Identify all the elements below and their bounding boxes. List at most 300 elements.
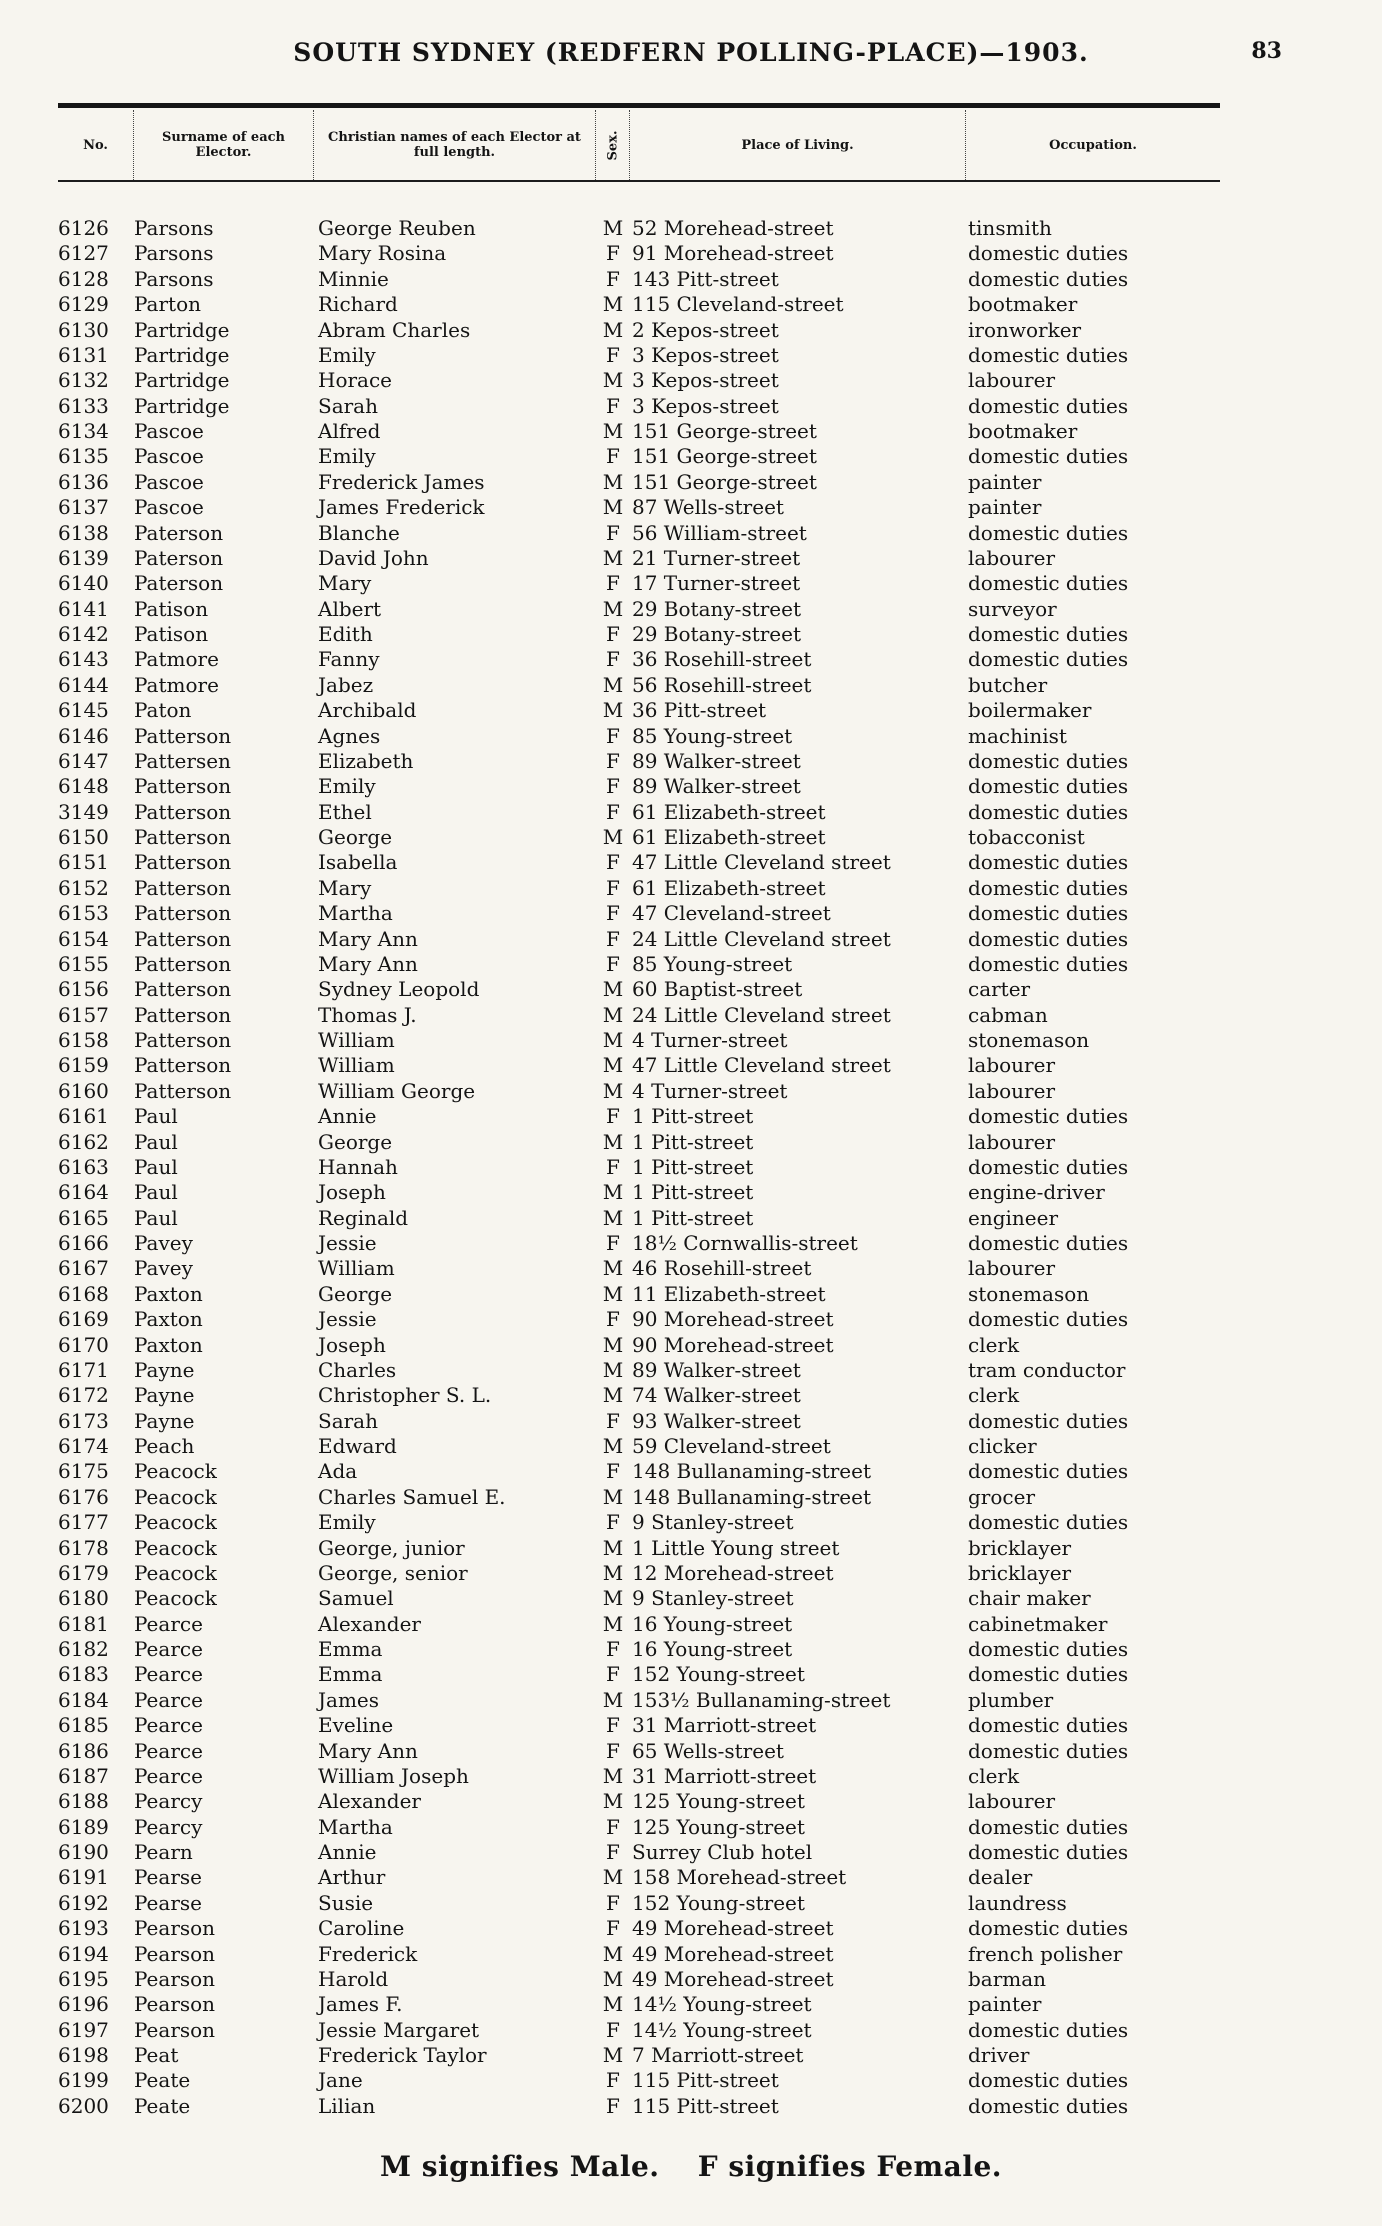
elector-number: 6170 [58,1332,109,1357]
elector-sex: M [602,1586,624,1611]
elector-surname: Paxton [134,1332,203,1357]
elector-place: 29 Botany-street [632,622,802,646]
elector-number: 6146 [58,723,109,748]
elector-row [0,1333,1382,1358]
elector-list [0,216,1382,2119]
elector-place: 16 Young-street [632,1637,793,1661]
elector-surname: Pearcy [134,1789,203,1814]
elector-number: 6166 [58,1231,109,1255]
elector-christian-names: Sarah [318,393,378,418]
elector-place: 36 Rosehill-street [632,647,812,672]
elector-sex: F [606,1459,620,1484]
elector-christian-names: Frederick James [318,469,485,494]
elector-place: 47 Little Cleveland street [632,1053,891,1078]
elector-place: 29 Botany-street [632,596,802,621]
elector-number: 6190 [58,1840,109,1864]
elector-christian-names: David John [318,545,429,570]
elector-occupation: domestic duties [968,1408,1129,1433]
elector-place: 24 Little Cleveland street [632,1002,891,1027]
elector-place: 60 Baptist-street [632,977,803,1002]
elector-surname: Paton [134,698,192,723]
elector-occupation: tobacconist [968,825,1085,849]
elector-surname: Peacock [134,1560,217,1585]
elector-occupation: plumber [968,1687,1054,1712]
elector-sex: M [602,1434,624,1458]
elector-number: 6186 [58,1738,109,1763]
elector-place: 1 Pitt-street [632,1104,754,1129]
elector-surname: Patterson [134,774,232,799]
elector-number: 6152 [58,875,109,900]
elector-surname: Pavey [134,1231,193,1255]
col-header-no: No. [58,110,134,180]
elector-place: 125 Young-street [632,1814,805,1839]
elector-christian-names: Sydney Leopold [318,977,480,1002]
elector-number: 6180 [58,1586,109,1611]
elector-occupation: domestic duties [968,2068,1129,2093]
elector-surname: Pearce [134,1611,203,1636]
elector-sex: M [602,1992,624,2017]
footer-legend [0,2150,1382,2183]
elector-place: 87 Wells-street [632,495,784,520]
elector-place: 14½ Young-street [632,2017,812,2042]
elector-place: 3 Kepos-street [632,368,779,393]
elector-christian-names: Edith [318,622,373,646]
elector-sex: F [606,342,620,367]
elector-sex: M [602,1941,624,1966]
elector-row [0,1180,1382,1205]
elector-row [0,952,1382,977]
elector-occupation: stonemason [968,1028,1090,1052]
elector-surname: Paul [134,1129,178,1154]
elector-place: 115 Cleveland-street [632,292,844,317]
elector-occupation: bricklayer [968,1560,1072,1585]
elector-sex: M [602,1357,624,1382]
elector-occupation: surveyor [968,596,1057,621]
elector-surname: Pavey [134,1256,193,1281]
elector-number: 6162 [58,1129,109,1154]
elector-row [0,444,1382,469]
elector-number: 6148 [58,774,109,799]
elector-number: 6163 [58,1154,109,1179]
elector-surname: Pearse [134,1865,202,1890]
elector-place: 9 Stanley-street [632,1586,794,1611]
elector-sex: F [606,571,620,596]
elector-surname: Patterson [134,926,232,951]
elector-surname: Pearson [134,1941,216,1966]
elector-occupation: clerk [968,1332,1020,1357]
elector-occupation: domestic duties [968,571,1129,596]
elector-place: 1 Pitt-street [632,1154,754,1179]
elector-occupation: tram conductor [968,1357,1126,1382]
elector-number: 6182 [58,1637,109,1661]
elector-number: 6133 [58,393,109,418]
elector-christian-names: Eveline [318,1713,394,1738]
elector-surname: Pearce [134,1637,203,1661]
elector-row [0,927,1382,952]
elector-surname: Parsons [134,241,214,266]
elector-christian-names: Jane [318,2068,363,2093]
elector-christian-names: Harold [318,1966,389,1991]
elector-surname: Partridge [134,317,230,342]
elector-row [0,2018,1382,2043]
elector-surname: Payne [134,1408,195,1433]
elector-row [0,1942,1382,1967]
elector-surname: Peate [134,2068,191,2093]
elector-occupation: painter [968,1992,1042,2017]
elector-place: 18½ Cornwallis-street [632,1231,858,1255]
elector-occupation: labourer [968,1789,1056,1814]
elector-surname: Pearcy [134,1814,203,1839]
elector-place: 1 Pitt-street [632,1129,754,1154]
col-header-sex-label: Sex. [605,130,620,160]
elector-place: 31 Marriott-street [632,1713,817,1738]
elector-occupation: labourer [968,1053,1056,1078]
column-headers [58,110,1220,182]
elector-row [0,1053,1382,1078]
elector-sex: M [602,1002,624,1027]
elector-row [0,1434,1382,1459]
elector-christian-names: Joseph [318,1180,386,1205]
elector-christian-names: Charles Samuel E. [318,1484,506,1509]
elector-christian-names: Emily [318,342,376,367]
elector-occupation: domestic duties [968,342,1129,367]
elector-number: 6144 [58,672,109,697]
elector-christian-names: Ethel [318,799,372,824]
elector-number: 6130 [58,317,109,342]
elector-number: 6135 [58,444,109,469]
elector-occupation: labourer [968,1129,1056,1154]
elector-occupation: barman [968,1966,1047,1991]
elector-sex: F [606,393,620,418]
elector-occupation: domestic duties [968,1916,1129,1941]
elector-occupation: laundress [968,1890,1067,1915]
elector-number: 3149 [58,799,109,824]
elector-christian-names: Sarah [318,1408,378,1433]
elector-occupation: bricklayer [968,1535,1072,1560]
elector-sex: F [606,2017,620,2042]
elector-christian-names: Isabella [318,850,398,875]
elector-sex: F [606,622,620,646]
elector-occupation: domestic duties [968,850,1129,875]
elector-surname: Paterson [134,545,224,570]
elector-row [0,2043,1382,2068]
elector-surname: Paul [134,1154,178,1179]
elector-row [0,1688,1382,1713]
elector-occupation: domestic duties [968,444,1129,469]
elector-place: 125 Young-street [632,1789,805,1814]
elector-surname: Patison [134,596,209,621]
elector-place: 153½ Bullanaming-street [632,1687,891,1712]
elector-number: 6142 [58,622,109,646]
elector-row [0,850,1382,875]
elector-place: 148 Bullanaming-street [632,1459,872,1484]
elector-occupation: domestic duties [968,1814,1129,1839]
col-header-sex [596,110,630,180]
elector-sex: M [602,368,624,393]
elector-number: 6171 [58,1357,109,1382]
elector-number: 6185 [58,1713,109,1738]
elector-occupation: domestic duties [968,1840,1129,1864]
elector-number: 6129 [58,292,109,317]
elector-row [0,1256,1382,1281]
elector-occupation: domestic duties [968,241,1129,266]
elector-row [0,1307,1382,1332]
elector-number: 6165 [58,1205,109,1230]
elector-sex: M [602,419,624,443]
elector-christian-names: Charles [318,1357,397,1382]
elector-number: 6147 [58,748,109,773]
elector-place: 61 Elizabeth-street [632,875,826,900]
elector-occupation: domestic duties [968,748,1129,773]
elector-row [0,1206,1382,1231]
elector-christian-names: Abram Charles [318,317,471,342]
elector-row [0,343,1382,368]
elector-number: 6197 [58,2017,109,2042]
elector-sex: M [602,2043,624,2067]
elector-sex: F [606,1510,620,1535]
elector-place: 151 George-street [632,419,817,443]
elector-number: 6174 [58,1434,109,1458]
elector-row [0,1383,1382,1408]
elector-occupation: labourer [968,545,1056,570]
elector-sex: F [606,444,620,469]
elector-surname: Parsons [134,266,214,291]
elector-place: 89 Walker-street [632,748,801,773]
elector-row [0,1992,1382,2017]
elector-occupation: domestic duties [968,1307,1129,1332]
elector-place: 3 Kepos-street [632,342,779,367]
elector-row [0,1612,1382,1637]
elector-occupation: clicker [968,1434,1037,1458]
elector-row [0,977,1382,1002]
elector-number: 6155 [58,951,109,976]
elector-place: 93 Walker-street [632,1408,801,1433]
elector-sex: M [602,1789,624,1814]
elector-sex: F [606,1738,620,1763]
elector-sex: M [602,1966,624,1991]
elector-occupation: clerk [968,1383,1020,1408]
elector-christian-names: Martha [318,901,393,926]
elector-number: 6198 [58,2043,109,2067]
elector-place: 89 Walker-street [632,774,801,799]
elector-sex: M [602,1865,624,1890]
elector-christian-names: Mary Ann [318,1738,418,1763]
elector-number: 6195 [58,1966,109,1991]
elector-sex: M [602,1281,624,1306]
elector-sex: M [602,1383,624,1408]
elector-surname: Patison [134,622,209,646]
elector-surname: Patterson [134,799,232,824]
elector-number: 6167 [58,1256,109,1281]
elector-row [0,368,1382,393]
elector-christian-names: William [318,1053,395,1078]
legend-female: F signifies Female. [697,2150,1003,2183]
elector-christian-names: Agnes [318,723,381,748]
elector-sex: F [606,1408,620,1433]
elector-occupation: domestic duties [968,926,1129,951]
elector-christian-names: Alexander [318,1611,421,1636]
elector-sex: F [606,1307,620,1332]
elector-christian-names: Frederick [318,1941,418,1966]
elector-occupation: domestic duties [968,1231,1129,1255]
elector-place: 74 Walker-street [632,1383,801,1408]
elector-sex: F [606,1814,620,1839]
col-header-occupation: Occupation. [1049,137,1137,153]
elector-christian-names: Joseph [318,1332,386,1357]
elector-place: 89 Walker-street [632,1357,801,1382]
elector-row [0,876,1382,901]
elector-occupation: cabinetmaker [968,1611,1108,1636]
elector-surname: Pascoe [134,469,204,494]
elector-sex: F [606,901,620,926]
elector-surname: Patterson [134,875,232,900]
elector-row [0,1561,1382,1586]
elector-occupation: domestic duties [968,520,1129,545]
elector-sex: M [602,1763,624,1788]
elector-row [0,495,1382,520]
elector-sex: F [606,1890,620,1915]
elector-number: 6150 [58,825,109,849]
elector-sex: M [602,1180,624,1205]
elector-number: 6173 [58,1408,109,1433]
elector-row [0,241,1382,266]
elector-place: 17 Turner-street [632,571,801,596]
elector-number: 6168 [58,1281,109,1306]
elector-occupation: domestic duties [968,774,1129,799]
elector-sex: M [602,317,624,342]
elector-surname: Pearce [134,1763,203,1788]
elector-christian-names: Hannah [318,1154,398,1179]
elector-sex: F [606,1154,620,1179]
elector-surname: Peacock [134,1510,217,1535]
elector-christian-names: Jessie [318,1307,377,1332]
elector-occupation: painter [968,469,1042,494]
elector-christian-names: Alfred [318,419,381,443]
elector-occupation: domestic duties [968,1738,1129,1763]
elector-number: 6158 [58,1028,109,1052]
elector-christian-names: Thomas J. [318,1002,417,1027]
elector-place: 47 Cleveland-street [632,901,831,926]
elector-sex: F [606,799,620,824]
elector-number: 6128 [58,266,109,291]
elector-christian-names: Edward [318,1434,397,1458]
elector-occupation: carter [968,977,1031,1002]
elector-christian-names: Arthur [318,1865,386,1890]
elector-surname: Peate [134,2093,191,2118]
elector-surname: Patterson [134,901,232,926]
elector-number: 6138 [58,520,109,545]
elector-sex: M [602,1028,624,1052]
elector-surname: Peacock [134,1535,217,1560]
elector-place: 151 George-street [632,469,817,494]
elector-surname: Parton [134,292,202,317]
elector-occupation: bootmaker [968,419,1078,443]
elector-number: 6160 [58,1078,109,1103]
elector-occupation: engineer [968,1205,1059,1230]
elector-surname: Patterson [134,1002,232,1027]
col-header-place: Place of Living. [630,110,966,180]
elector-sex: M [602,1053,624,1078]
elector-row [0,1155,1382,1180]
elector-occupation: butcher [968,672,1048,697]
elector-christian-names: James Frederick [318,495,485,520]
elector-place: 21 Turner-street [632,545,801,570]
elector-place: 31 Marriott-street [632,1763,817,1788]
elector-christian-names: James F. [318,1992,403,2017]
elector-sex: M [602,977,624,1002]
elector-surname: Pearce [134,1662,203,1687]
elector-surname: Pearson [134,1916,216,1941]
elector-christian-names: Mary Ann [318,926,418,951]
elector-surname: Patmore [134,647,219,672]
elector-surname: Partridge [134,342,230,367]
elector-christian-names: Caroline [318,1916,405,1941]
elector-row [0,292,1382,317]
elector-row [0,1079,1382,1104]
elector-sex: F [606,1231,620,1255]
elector-row [0,1104,1382,1129]
elector-row [0,1028,1382,1053]
elector-christian-names: Emily [318,444,376,469]
elector-occupation: machinist [968,723,1067,748]
elector-surname: Payne [134,1383,195,1408]
elector-christian-names: James [318,1687,380,1712]
elector-occupation: painter [968,495,1042,520]
elector-surname: Patterson [134,951,232,976]
elector-surname: Pearson [134,2017,216,2042]
elector-number: 6172 [58,1383,109,1408]
elector-place: 24 Little Cleveland street [632,926,891,951]
elector-place: 52 Morehead-street [632,216,834,240]
elector-surname: Patterson [134,1053,232,1078]
elector-occupation: labourer [968,368,1056,393]
elector-sex: F [606,266,620,291]
elector-place: 1 Pitt-street [632,1180,754,1205]
elector-row [0,673,1382,698]
elector-number: 6175 [58,1459,109,1484]
elector-sex: M [602,1687,624,1712]
elector-place: 4 Turner-street [632,1028,788,1052]
elector-sex: M [602,1205,624,1230]
elector-sex: F [606,748,620,773]
elector-occupation: domestic duties [968,266,1129,291]
elector-number: 6181 [58,1611,109,1636]
elector-sex: M [602,1256,624,1281]
elector-surname: Pascoe [134,495,204,520]
elector-christian-names: Reginald [318,1205,409,1230]
elector-number: 6137 [58,495,109,520]
elector-number: 6179 [58,1560,109,1585]
elector-christian-names: Martha [318,1814,393,1839]
elector-row [0,1840,1382,1865]
elector-surname: Pearson [134,1992,216,2017]
elector-sex: F [606,951,620,976]
elector-christian-names: Alexander [318,1789,421,1814]
elector-place: 4 Turner-street [632,1078,788,1103]
elector-place: 56 Rosehill-street [632,672,812,697]
elector-row [0,470,1382,495]
elector-row [0,394,1382,419]
elector-number: 6159 [58,1053,109,1078]
elector-christian-names: Minnie [318,266,389,291]
elector-sex: F [606,850,620,875]
elector-christian-names: Lilian [318,2093,376,2118]
elector-occupation: cabman [968,1002,1048,1027]
elector-row [0,825,1382,850]
elector-number: 6143 [58,647,109,672]
elector-place: 90 Morehead-street [632,1307,834,1332]
elector-number: 6193 [58,1916,109,1941]
